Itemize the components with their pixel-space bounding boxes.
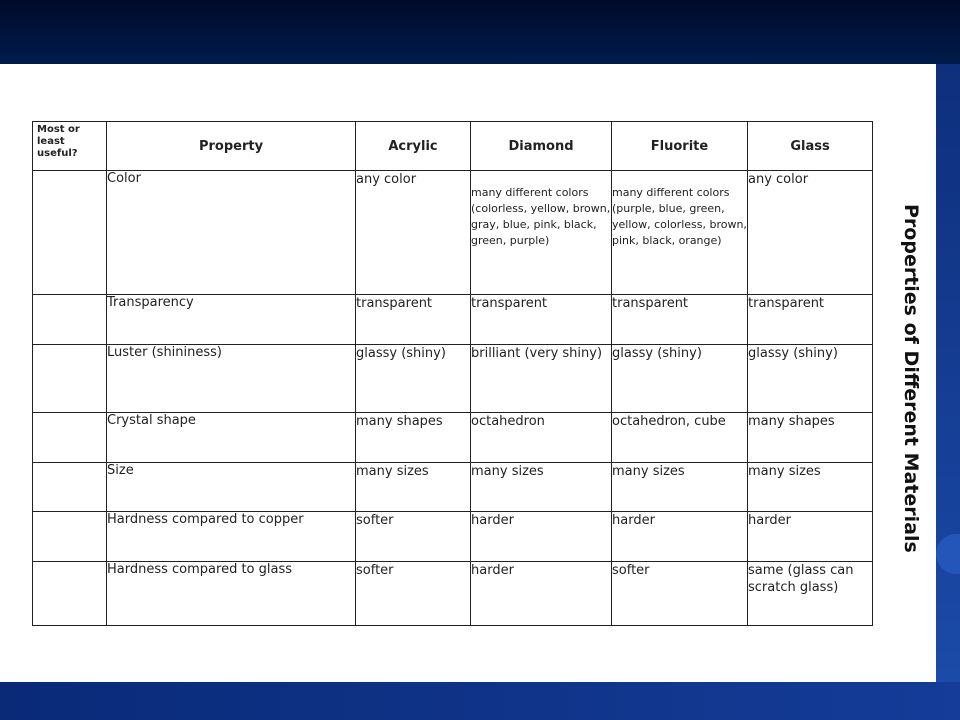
page-title-text: Properties of Different Materials <box>900 204 922 553</box>
diamond-cell: transparent <box>471 295 612 345</box>
property-cell: Hardness compared to glass <box>107 562 356 626</box>
useful-cell[interactable] <box>33 562 107 626</box>
glass-cell: any color <box>748 171 873 295</box>
table-row <box>33 171 873 295</box>
diamond-cell: harder <box>471 562 612 626</box>
header-acrylic: Acrylic <box>356 122 471 171</box>
diamond-cell: brilliant (very shiny) <box>471 345 612 413</box>
fluorite-cell: many different colors (purple, blue, green, yellow, colorless, brown, pink, black, orange) <box>612 171 748 295</box>
glass-cell: many sizes <box>748 463 873 512</box>
decorative-swoosh <box>936 534 960 574</box>
acrylic-cell: transparent <box>356 295 471 345</box>
diamond-cell: many sizes <box>471 463 612 512</box>
fluorite-cell: octahedron, cube <box>612 413 748 463</box>
slide-right-edge <box>936 64 960 682</box>
diamond-cell: harder <box>471 512 612 562</box>
acrylic-cell: many shapes <box>356 413 471 463</box>
header-property: Property <box>107 122 356 171</box>
table-row <box>33 295 873 345</box>
useful-cell[interactable] <box>33 413 107 463</box>
glass-cell: glassy (shiny) <box>748 345 873 413</box>
diamond-cell: octahedron <box>471 413 612 463</box>
acrylic-cell: softer <box>356 562 471 626</box>
properties-table <box>32 121 873 626</box>
diamond-cell: many different colors (colorless, yellow, brown, gray, blue, pink, black, green, purple) <box>471 171 612 295</box>
useful-cell[interactable] <box>33 512 107 562</box>
useful-cell[interactable] <box>33 463 107 512</box>
table-row <box>33 512 873 562</box>
header-fluorite: Fluorite <box>612 122 748 171</box>
useful-cell[interactable] <box>33 171 107 295</box>
acrylic-cell: glassy (shiny) <box>356 345 471 413</box>
glass-cell: many shapes <box>748 413 873 463</box>
property-cell: Crystal shape <box>107 413 356 463</box>
table-header-row <box>33 122 873 171</box>
property-cell: Transparency <box>107 295 356 345</box>
fluorite-cell: harder <box>612 512 748 562</box>
fluorite-cell: many sizes <box>612 463 748 512</box>
acrylic-cell: many sizes <box>356 463 471 512</box>
header-most-least-useful: Most or least useful? <box>33 122 107 171</box>
useful-cell[interactable] <box>33 345 107 413</box>
fluorite-cell: glassy (shiny) <box>612 345 748 413</box>
table-row <box>33 562 873 626</box>
acrylic-cell: softer <box>356 512 471 562</box>
property-cell: Color <box>107 171 356 295</box>
header-glass: Glass <box>748 122 873 171</box>
property-cell: Size <box>107 463 356 512</box>
table-row <box>33 463 873 512</box>
property-cell: Luster (shininess) <box>107 345 356 413</box>
glass-cell: same (glass can scratch glass) <box>748 562 873 626</box>
glass-cell: harder <box>748 512 873 562</box>
page-title <box>898 204 922 553</box>
slide-bottom-band <box>0 682 960 720</box>
fluorite-cell: transparent <box>612 295 748 345</box>
fluorite-cell: softer <box>612 562 748 626</box>
table-row <box>33 413 873 463</box>
header-diamond: Diamond <box>471 122 612 171</box>
glass-cell: transparent <box>748 295 873 345</box>
useful-cell[interactable] <box>33 295 107 345</box>
table-row <box>33 345 873 413</box>
acrylic-cell: any color <box>356 171 471 295</box>
property-cell: Hardness compared to copper <box>107 512 356 562</box>
